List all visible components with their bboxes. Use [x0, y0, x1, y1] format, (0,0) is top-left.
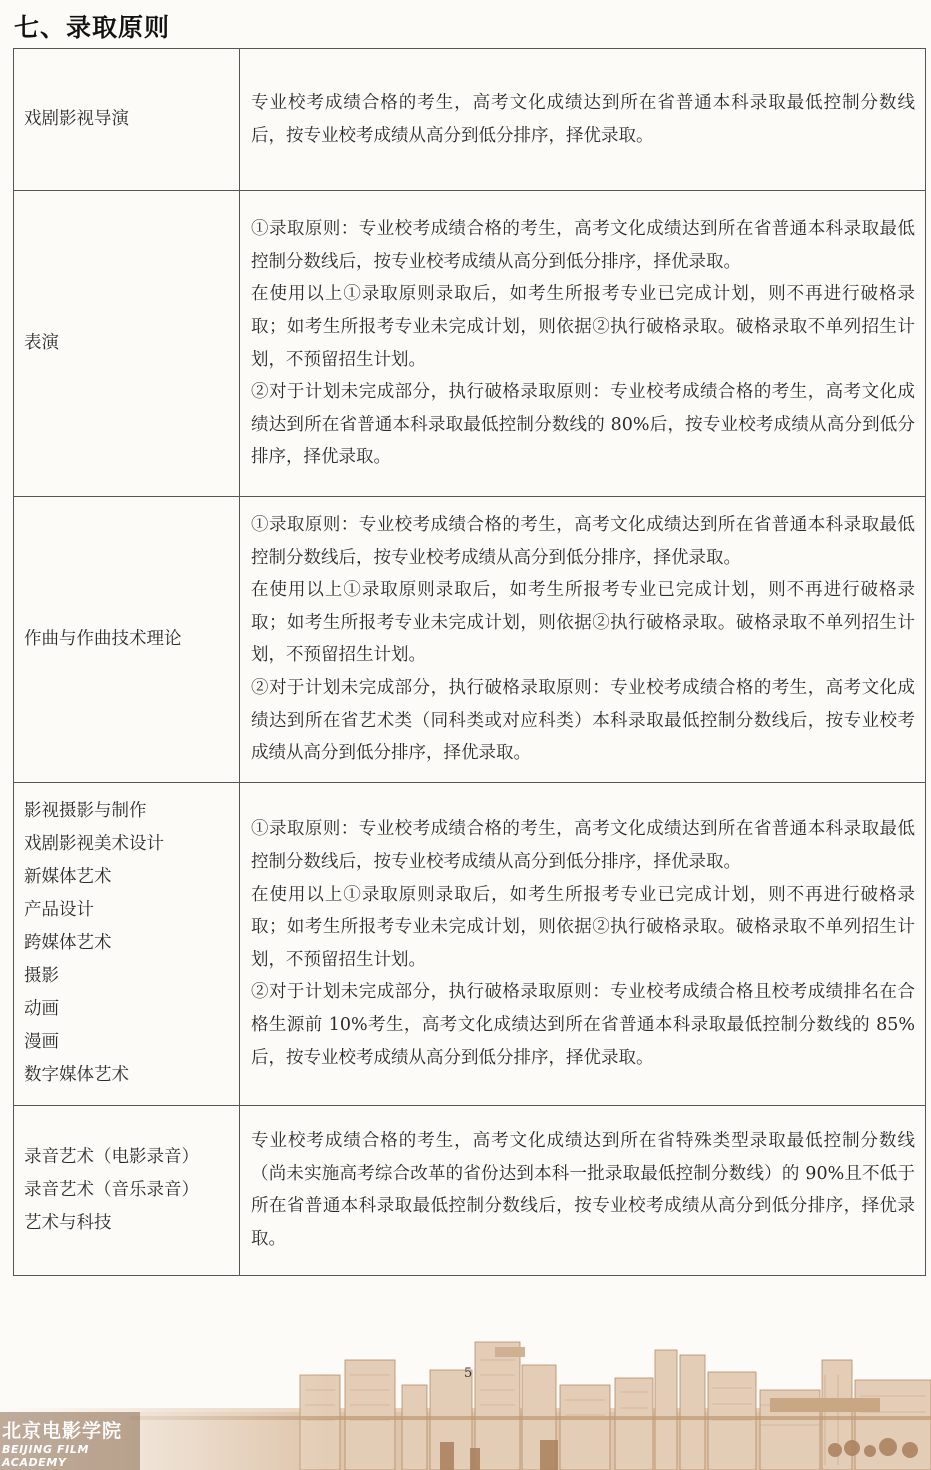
major-cell: [14, 49, 240, 191]
major-name: 录音艺术（电影录音）: [24, 1146, 199, 1167]
rule-paragraph: 在使用以上①录取原则录取后，如考生所报考专业已完成计划，则不再进行破格录取；如考生所报考专业未完成计划，则依据②执行破格录取。破格录取不单列招生计划，不预留招生计划。: [251, 580, 915, 666]
rule-cell: [240, 1105, 926, 1275]
major-cell: [14, 1105, 240, 1275]
major-name: 产品设计: [24, 900, 94, 921]
rule-paragraph: 在使用以上①录取原则录取后，如考生所报考专业已完成计划，则不再进行破格录取；如考生所报考专业未完成计划，则依据②执行破格录取。破格录取不单列招生计划，不预留招生计划。: [251, 284, 915, 370]
rule-cell: [240, 191, 926, 497]
city-skyline-illustration: [0, 1330, 931, 1470]
major-cell: [14, 191, 240, 497]
table-row: [14, 782, 926, 1105]
rule-paragraph: ②对于计划未完成部分，执行破格录取原则：专业校考成绩合格且校考成绩排名在合格生源前 10%考生，高考文化成绩达到所在省普通本科录取最低控制分数线的 85%后，按专业校考成绩从高分到低分排序，择优录取。: [251, 982, 915, 1068]
major-name: 动画: [24, 999, 59, 1020]
major-name: 录音艺术（音乐录音）: [24, 1179, 199, 1200]
section-title: 七、录取原则: [14, 13, 171, 42]
page-number: 5: [464, 1366, 473, 1381]
rule-cell: [240, 497, 926, 783]
table-row: [14, 497, 926, 783]
major-name: 表演: [24, 333, 59, 353]
rule-cell: [240, 49, 926, 191]
major-name: 新媒体艺术: [24, 867, 112, 888]
major-cell: [14, 782, 240, 1105]
rule-paragraph: 专业校考成绩合格的考生，高考文化成绩达到所在省特殊类型录取最低控制分数线（尚未实施高考综合改革的省份达到本科一批录取最低控制分数线）的 90%且不低于所在省普通本科录取最低控制分数线后，按专业校考成绩从高分到低分排序，择优录取。: [251, 1131, 915, 1249]
rule-paragraph: ②对于计划未完成部分，执行破格录取原则：专业校考成绩合格的考生，高考文化成绩达到所在省艺术类（同科类或对应科类）本科录取最低控制分数线后，按专业校考成绩从高分到低分排序，择优录取。: [251, 677, 915, 764]
rule-paragraph: ①录取原则：专业校考成绩合格的考生，高考文化成绩达到所在省普通本科录取最低控制分数线后，按专业校考成绩从高分到低分排序，择优录取。: [251, 819, 915, 872]
rule-paragraph: ①录取原则：专业校考成绩合格的考生，高考文化成绩达到所在省普通本科录取最低控制分数线后，按专业校考成绩从高分到低分排序，择优录取。: [251, 515, 915, 568]
major-name: 戏剧影视导演: [24, 109, 129, 129]
rule-paragraph: 在使用以上①录取原则录取后，如考生所报考专业已完成计划，则不再进行破格录取；如考生所报考专业未完成计划，则依据②执行破格录取。破格录取不单列招生计划，不预留招生计划。: [251, 884, 915, 970]
rule-paragraph: ①录取原则：专业校考成绩合格的考生，高考文化成绩达到所在省普通本科录取最低控制分数线后，按专业校考成绩从高分到低分排序，择优录取。: [251, 219, 915, 272]
footer-skyline: [0, 1330, 931, 1470]
major-name: 跨媒体艺术: [24, 933, 112, 954]
major-cell: [14, 497, 240, 783]
rule-paragraph: 专业校考成绩合格的考生，高考文化成绩达到所在省普通本科录取最低控制分数线后，按专业校考成绩从高分到低分排序，择优录取。: [251, 92, 915, 146]
major-name: 漫画: [24, 1032, 59, 1053]
major-name: 数字媒体艺术: [24, 1065, 129, 1086]
table-row: [14, 1105, 926, 1275]
logo-chinese-name: 北京电影学院: [2, 1420, 123, 1442]
major-name: 戏剧影视美术设计: [24, 834, 164, 855]
major-name: 作曲与作曲技术理论: [24, 628, 182, 649]
major-name: 摄影: [24, 966, 59, 987]
admission-rules-table: [13, 48, 926, 1276]
table-row: [14, 191, 926, 497]
major-name: 艺术与科技: [24, 1212, 112, 1233]
logo-english-name: BEIJING FILM ACADEMY: [2, 1443, 90, 1469]
academy-logo: [0, 1416, 130, 1469]
table-row: [14, 49, 926, 191]
major-name: 影视摄影与制作: [24, 801, 147, 822]
rule-paragraph: ②对于计划未完成部分，执行破格录取原则：专业校考成绩合格的考生，高考文化成绩达到所在省普通本科录取最低控制分数线的 80%后，按专业校考成绩从高分到低分排序，择优录取。: [251, 382, 915, 468]
rule-cell: [240, 782, 926, 1105]
